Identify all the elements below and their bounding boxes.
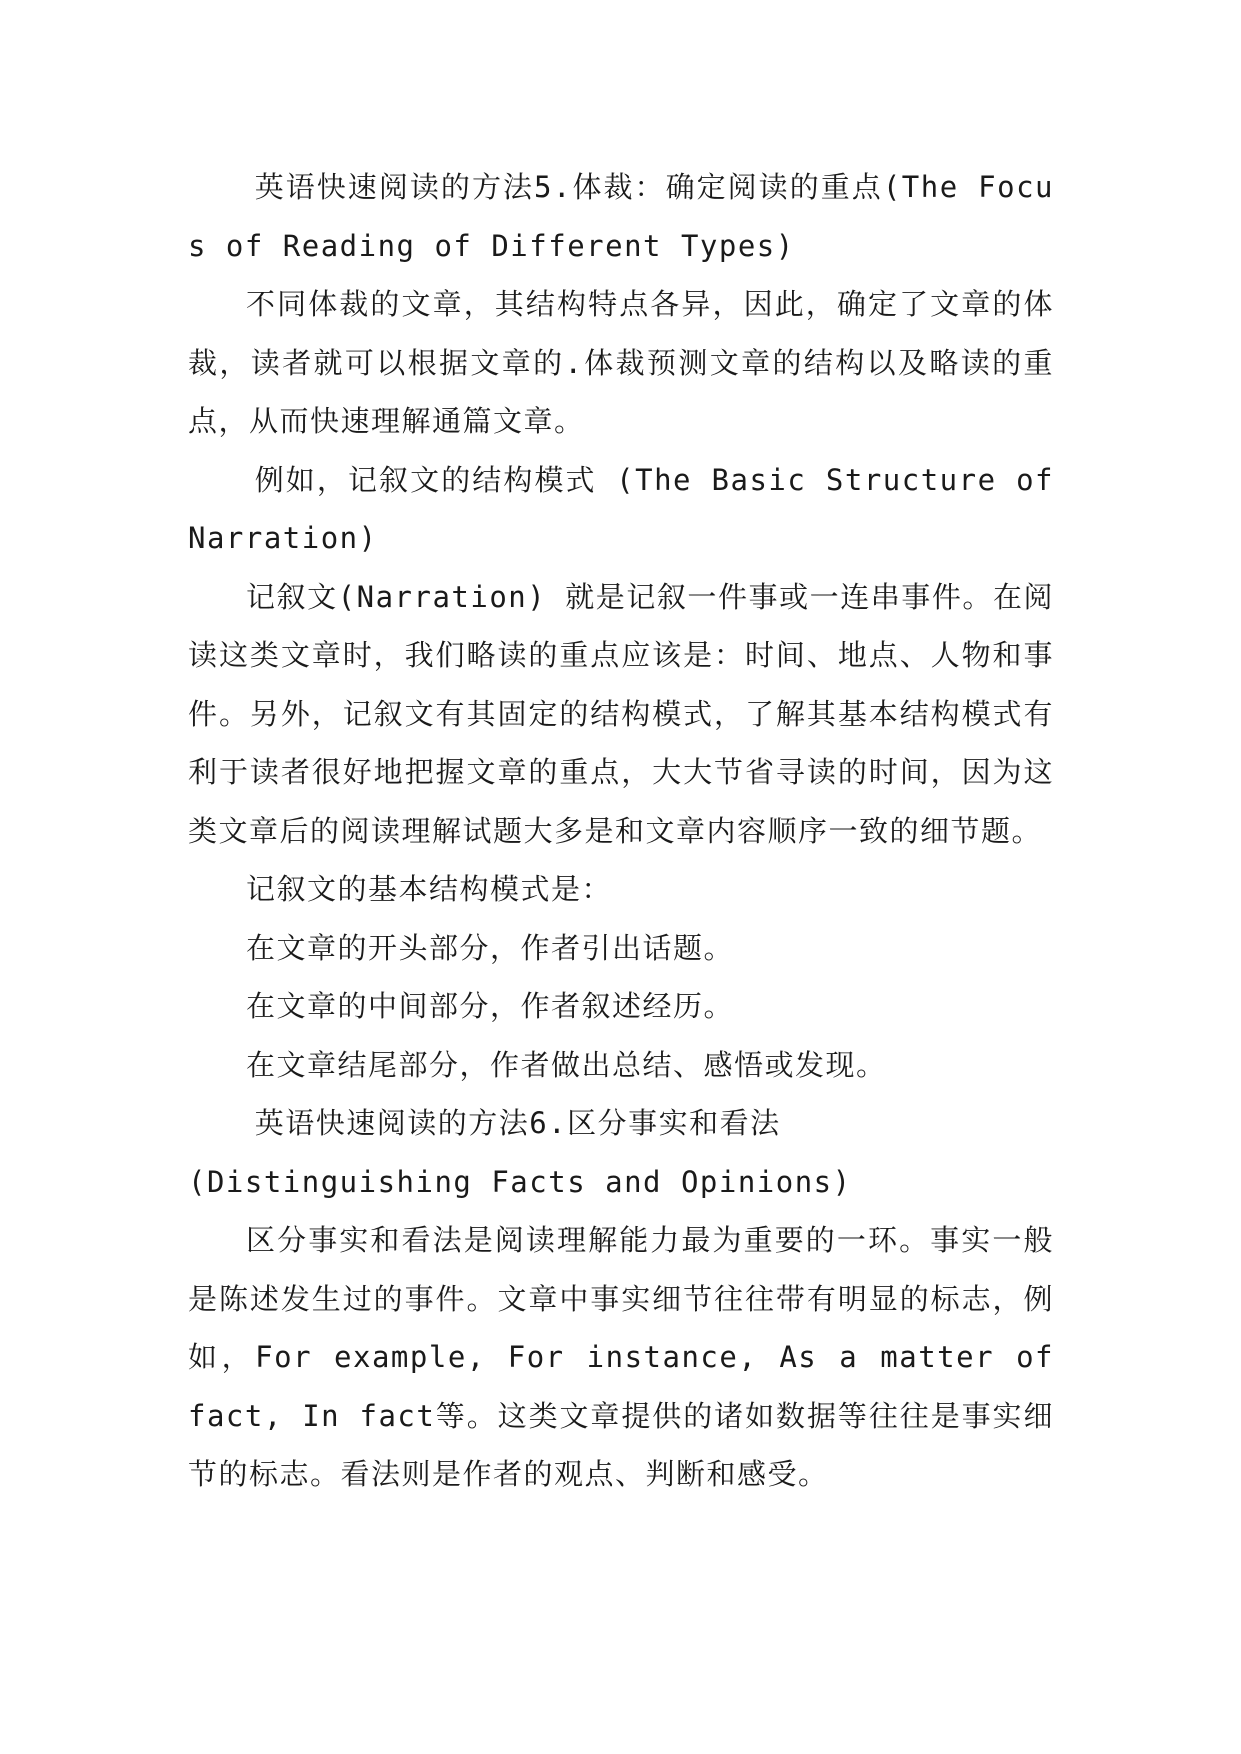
document-body: [188, 158, 1054, 1504]
paragraph-structure-beginning: 在文章的开头部分，作者引出话题。: [246, 930, 735, 965]
paragraph-narration-description: 记叙文(Narration) 就是记叙一件事或一连串事件。在阅读这类文章时，我们略读的重点应该是：时间、地点、人物和事件。另外，记叙文有其固定的结构模式，了解其基本结构模式有利于读者很好地把握文章的重点，大大节省寻读的时间，因为这类文章后的阅读理解试题大多是和文章内容顺序一致的细节题。: [188, 579, 1054, 848]
paragraph-structure-middle: 在文章的中间部分，作者叙述经历。: [246, 989, 735, 1023]
section-heading-facts-opinions-english: (Distinguishing Facts and Opinions): [188, 1164, 852, 1199]
paragraph-narration-example: 例如，记叙文的结构模式 (The Basic Structure of Narration): [188, 462, 1054, 555]
paragraph-genre-intro: 不同体裁的文章，其结构特点各异，因此，确定了文章的体裁，读者就可以根据文章的.体裁预测文章的结构以及略读的重点，从而快速理解通篇文章。: [188, 287, 1054, 438]
paragraph-facts-opinions: 区分事实和看法是阅读理解能力最为重要的一环。事实一般是陈述发生过的事件。文章中事实细节往往带有明显的标志，例如，For example, For instance, As a matter of fact, In fact等。这类文章提供的诸如数据等往往是事实细节的标志。看法则是作者的观点、判断和感受。: [188, 1223, 1054, 1491]
section-heading-genre: 英语快速阅读的方法5.体裁：确定阅读的重点(The Focus of Reading of Different Types): [188, 170, 1054, 263]
paragraph-structure-ending: 在文章结尾部分，作者做出总结、感悟或发现。: [246, 1047, 887, 1082]
section-heading-facts-opinions: 英语快速阅读的方法6.区分事实和看法: [254, 1106, 781, 1140]
paragraph-structure-label: 记叙文的基本结构模式是：: [246, 872, 613, 906]
